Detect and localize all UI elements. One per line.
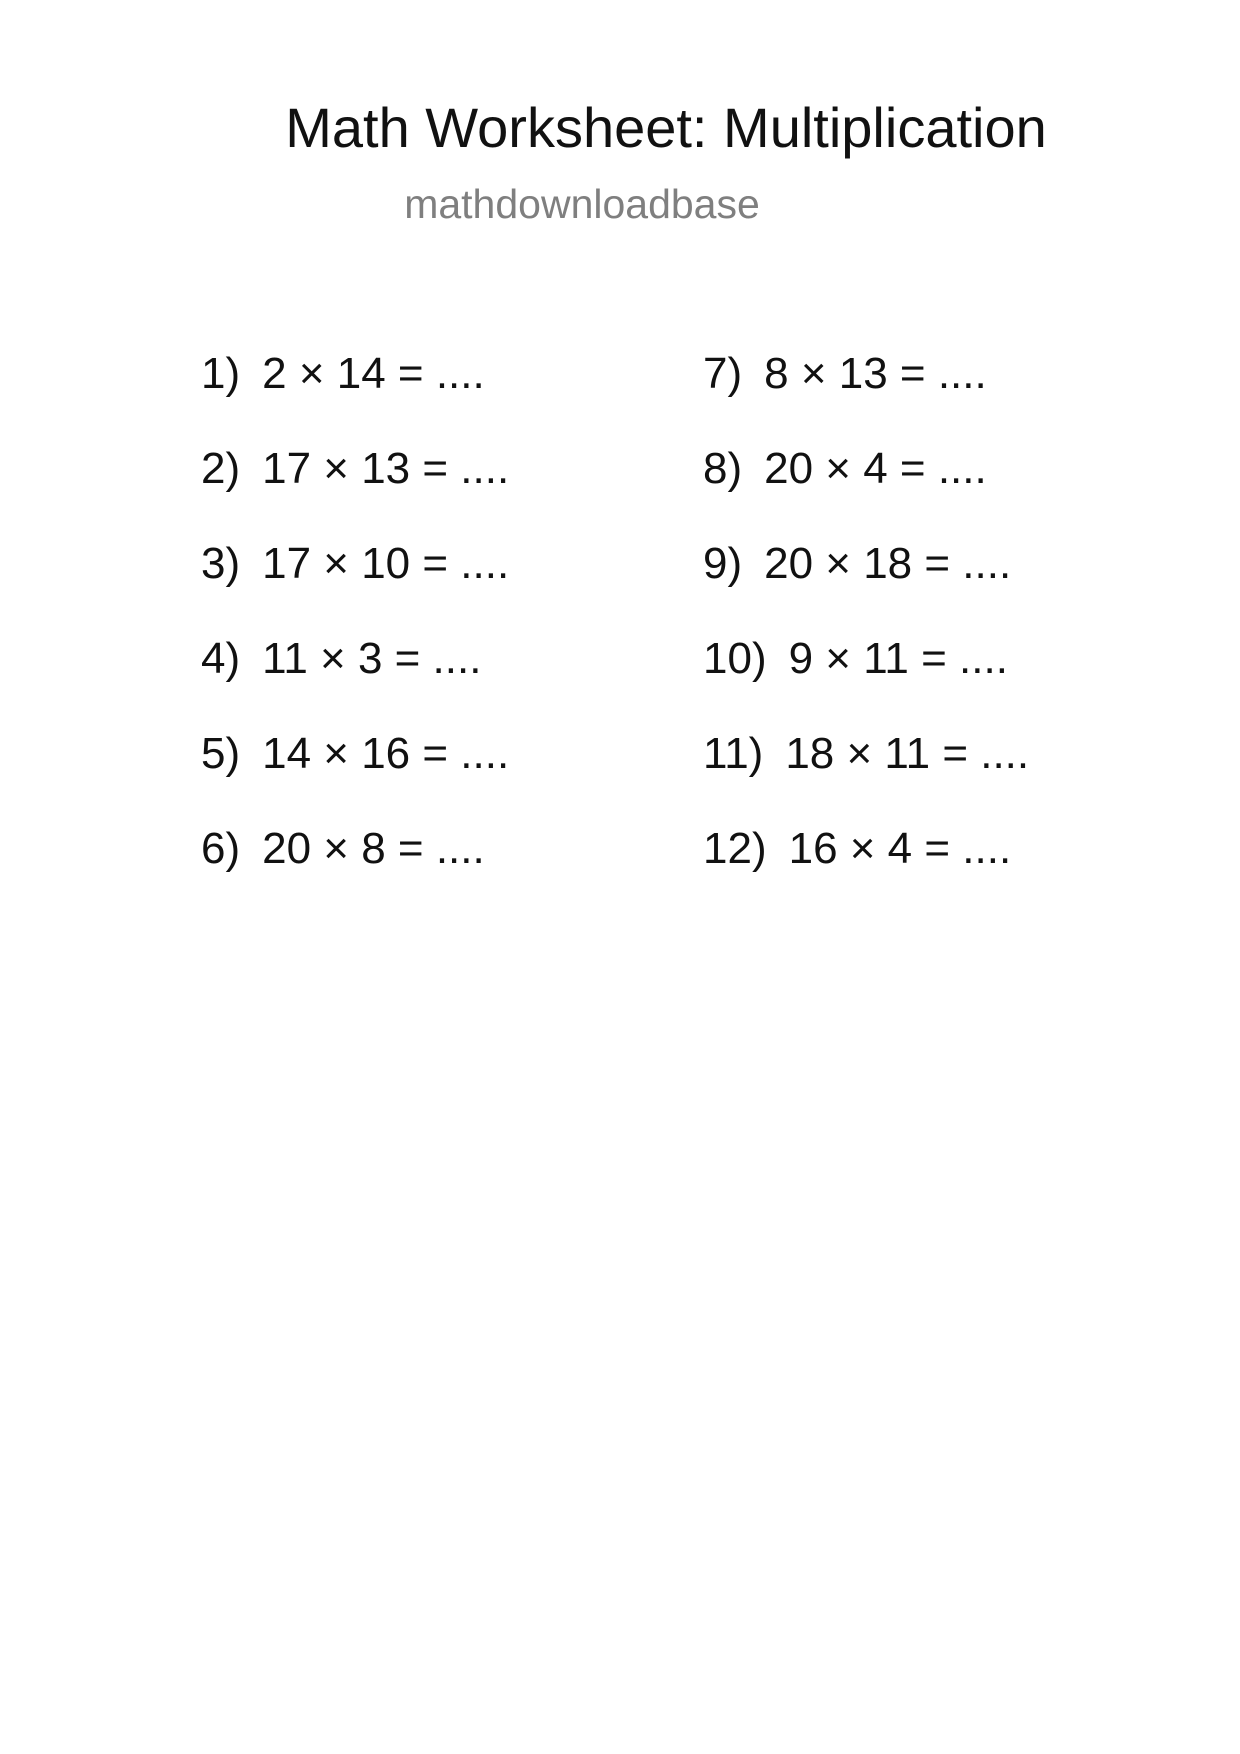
problem-number: 6) [201,824,241,873]
problem-item [201,633,509,728]
problem-item [201,728,509,823]
problem-number: 8) [703,444,743,493]
problem-column-right [703,348,1029,918]
problem-expression: 9 × 11 = .... [788,634,1008,683]
problem-expression: 20 × 18 = .... [764,539,1012,588]
problem-item [201,348,509,443]
problem-item [201,823,509,918]
problem-expression: 20 × 8 = .... [262,824,485,873]
problem-expression: 17 × 10 = .... [262,539,510,588]
problem-number: 4) [201,634,241,683]
problem-number: 2) [201,444,241,493]
problem-item [703,823,1029,918]
page-title: Math Worksheet: Multiplication [285,96,1047,159]
problem-item [703,633,1029,728]
problem-expression: 20 × 4 = .... [764,444,987,493]
problem-expression: 2 × 14 = .... [262,349,485,398]
problem-number: 3) [201,539,241,588]
problem-expression: 18 × 11 = .... [785,729,1030,778]
problem-item [703,443,1029,538]
problem-number: 10) [703,634,767,683]
problem-item [703,728,1029,823]
problem-column-left [201,348,509,918]
problem-expression: 17 × 13 = .... [262,444,510,493]
problem-number: 5) [201,729,241,778]
problem-expression: 16 × 4 = .... [788,824,1012,873]
problem-number: 9) [703,539,743,588]
problem-number: 7) [703,349,743,398]
problem-item [201,443,509,538]
problem-number: 1) [201,349,241,398]
problem-number: 12) [703,824,767,873]
problem-expression: 8 × 13 = .... [764,349,987,398]
page-subtitle: mathdownloadbase [404,181,760,227]
problem-expression: 14 × 16 = .... [262,729,510,778]
problem-item [201,538,509,633]
problem-number: 11) [703,729,764,778]
problem-item [703,348,1029,443]
problem-expression: 11 × 3 = .... [262,634,482,683]
problem-item [703,538,1029,633]
